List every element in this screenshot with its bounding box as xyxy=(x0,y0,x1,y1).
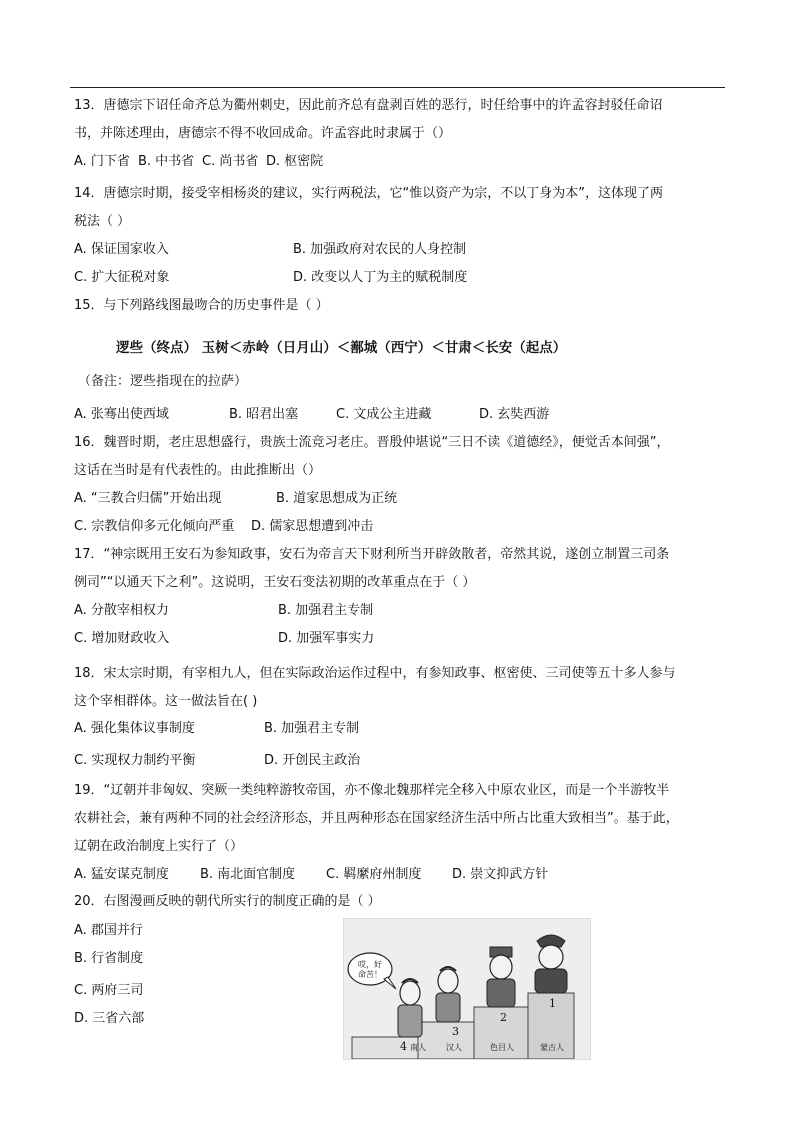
speech-line-1: 哎，好 xyxy=(358,960,382,969)
figure-semuren xyxy=(487,947,515,1007)
q14-stem-line1: 14．唐德宗时期，接受宰相杨炎的建议，实行两税法，它“惟以资产为宗，不以丁身为本”，这体现了两 xyxy=(74,186,664,201)
q13-option-a: A. 门下省 xyxy=(74,154,130,169)
q13-option-d: D. 枢密院 xyxy=(266,154,324,169)
q19-option-a: A. 猛安谋克制度 xyxy=(74,867,169,882)
q17-stem-line2: 例司”“以通天下之利”。这说明，王安石变法初期的改革重点在于（ ） xyxy=(74,575,476,590)
label-hanren: 汉人 xyxy=(446,1043,462,1052)
label-mengguren: 蒙古人 xyxy=(540,1043,564,1052)
q15-note: （备注：逻些指现在的拉萨） xyxy=(78,374,248,389)
q14-option-b: B. 加强政府对农民的人身控制 xyxy=(293,242,467,257)
q18-option-d: D. 开创民主政治 xyxy=(264,753,361,768)
q15-option-b: B. 昭君出塞 xyxy=(229,407,299,422)
label-nanren: 南人 xyxy=(410,1043,426,1052)
q18-option-c: C. 实现权力制约平衡 xyxy=(74,753,196,768)
q15-route-map: 逻些（终点） 玉树＜赤岭（日月山）＜鄯城（西宁）＜甘肃＜长安（起点） xyxy=(116,340,567,356)
cartoon-drawing xyxy=(344,919,590,1059)
q17-option-a: A. 分散宰相权力 xyxy=(74,603,169,618)
q15-option-c: C. 文成公主进藏 xyxy=(336,407,432,422)
q17-option-d: D. 加强军事实力 xyxy=(278,631,375,646)
q18-option-b: B. 加强君主专制 xyxy=(264,721,360,736)
q13-stem-line2: 书，并陈述理由，唐德宗不得不收回成命。许孟容此时隶属于（） xyxy=(74,126,452,141)
q14-option-a: A. 保证国家收入 xyxy=(74,242,169,257)
q19-option-c: C. 羁縻府州制度 xyxy=(326,867,422,882)
q19-stem-line1: 19．“辽朝并非匈奴、突厥一类纯粹游牧帝国，亦不像北魏那样完全移入中原农业区，而是一个半游牧半 xyxy=(74,783,670,798)
q17-option-c: C. 增加财政收入 xyxy=(74,631,170,646)
step-number-1: 1 xyxy=(549,997,556,1010)
figure-nanren xyxy=(398,979,422,1037)
q14-option-d: D. 改变以人丁为主的赋税制度 xyxy=(293,270,468,285)
step-number-2: 2 xyxy=(500,1011,507,1024)
q13-option-c: C. 尚书省 xyxy=(202,154,259,169)
step-number-4: 4 xyxy=(400,1040,407,1053)
q13-stem-line1: 13．唐德宗下诏任命齐总为衢州刺史，因此前齐总有盘剥百姓的恶行，时任给事中的许孟容封驳任命诏 xyxy=(74,98,663,113)
figure-mengguren xyxy=(535,935,567,993)
speech-bubble-tail xyxy=(384,977,396,989)
header-rule xyxy=(70,87,725,88)
q15-option-a: A. 张骞出使西域 xyxy=(74,407,169,422)
q18-stem-line1: 18．宋太宗时期，有宰相九人，但在实际政治运作过程中，有参知政事、枢密使、三司使等五十多人参与 xyxy=(74,666,676,681)
q20-stem: 20．右图漫画反映的朝代所实行的制度正确的是（ ） xyxy=(74,894,381,909)
q20-option-c: C. 两府三司 xyxy=(74,983,144,998)
q20-option-a: A. 郡国并行 xyxy=(74,923,143,938)
q19-option-b: B. 南北面官制度 xyxy=(200,867,296,882)
q17-stem-line1: 17．“神宗既用王安石为参知政事，安石为帝言天下财利所当开辟敛散者，帝然其说，遂创立制置三司条 xyxy=(74,547,670,562)
q16-option-c: C. 宗教信仰多元化倾向严重 xyxy=(74,519,235,534)
step-number-3: 3 xyxy=(452,1025,459,1038)
q14-option-c: C. 扩大征税对象 xyxy=(74,270,170,285)
q20-option-d: D. 三省六部 xyxy=(74,1011,145,1026)
label-semuren: 色目人 xyxy=(490,1043,514,1052)
q16-option-a: A. “三教合归儒”开始出现 xyxy=(74,491,222,506)
q17-option-b: B. 加强君主专制 xyxy=(278,603,374,618)
q19-option-d: D. 崇文抑武方针 xyxy=(452,867,549,882)
q16-stem-line2: 这话在当时是有代表性的。由此推断出（） xyxy=(74,463,322,478)
q15-option-d: D. 玄奘西游 xyxy=(479,407,550,422)
q19-stem-line2: 农耕社会，兼有两种不同的社会经济形态，并且两种形态在国家经济生活中所占比重大致相当”。基于此， xyxy=(74,811,679,826)
q19-stem-line3: 辽朝在政治制度上实行了（） xyxy=(74,839,244,854)
q20-cartoon-image xyxy=(343,918,591,1060)
figure-hanren xyxy=(436,967,460,1022)
q18-option-a: A. 强化集体议事制度 xyxy=(74,721,195,736)
q18-stem-line2: 这个宰相群体。这一做法旨在( ) xyxy=(74,694,258,709)
q14-stem-line2: 税法（ ） xyxy=(74,214,131,229)
q16-option-b: B. 道家思想成为正统 xyxy=(276,491,398,506)
q16-stem-line1: 16．魏晋时期，老庄思想盛行，贵族士流竞习老庄。晋殷仲堪说“三日不读《道德经》，便觉舌本间强”， xyxy=(74,435,670,450)
speech-line-2: 命苦！ xyxy=(358,970,382,979)
q16-option-d: D. 儒家思想遭到冲击 xyxy=(251,519,374,534)
q13-option-b: B. 中书省 xyxy=(138,154,195,169)
q20-option-b: B. 行省制度 xyxy=(74,951,144,966)
q15-stem: 15．与下列路线图最吻合的历史事件是（ ） xyxy=(74,298,329,313)
